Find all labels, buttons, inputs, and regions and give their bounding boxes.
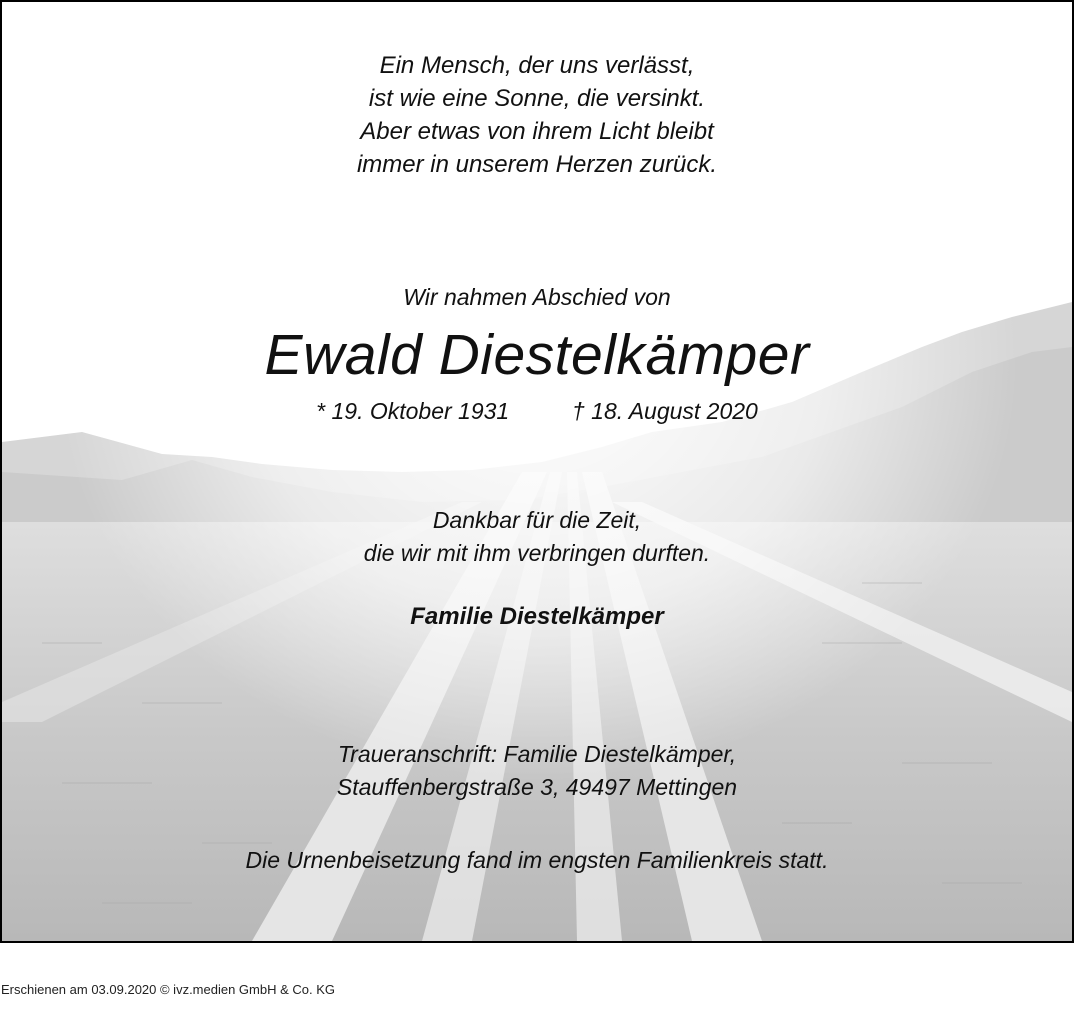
address-line-2: Stauffenbergstraße 3, 49497 Mettingen bbox=[336, 774, 738, 800]
thanks-line-2: die wir mit ihm verbringen durften. bbox=[363, 540, 711, 566]
address-line-1: Traueranschrift: Familie Diestelkämper, bbox=[337, 741, 737, 767]
poem-line-4: immer in unserem Herzen zurück. bbox=[356, 151, 718, 178]
publication-footer: Erschienen am 03.09.2020 © ivz.medien GmbH & Co. KG bbox=[1, 982, 336, 997]
poem-line-2: ist wie eine Sonne, die versinkt. bbox=[368, 85, 706, 112]
burial-note: Die Urnenbeisetzung fand im engsten Familienkreis statt. bbox=[245, 847, 829, 873]
notice-content bbox=[2, 2, 1072, 941]
deceased-name: Ewald Diestelkämper bbox=[264, 323, 810, 387]
family-signature: Familie Diestelkämper bbox=[410, 603, 664, 630]
life-dates bbox=[2, 398, 1072, 425]
birth-date: * 19. Oktober 1931 bbox=[316, 398, 510, 424]
farewell-intro: Wir nahmen Abschied von bbox=[403, 284, 671, 310]
thanks-line-1: Dankbar für die Zeit, bbox=[432, 507, 642, 533]
death-date: † 18. August 2020 bbox=[572, 398, 758, 424]
poem-line-1: Ein Mensch, der uns verlässt, bbox=[379, 52, 695, 79]
poem-line-3: Aber etwas von ihrem Licht bleibt bbox=[360, 118, 714, 145]
